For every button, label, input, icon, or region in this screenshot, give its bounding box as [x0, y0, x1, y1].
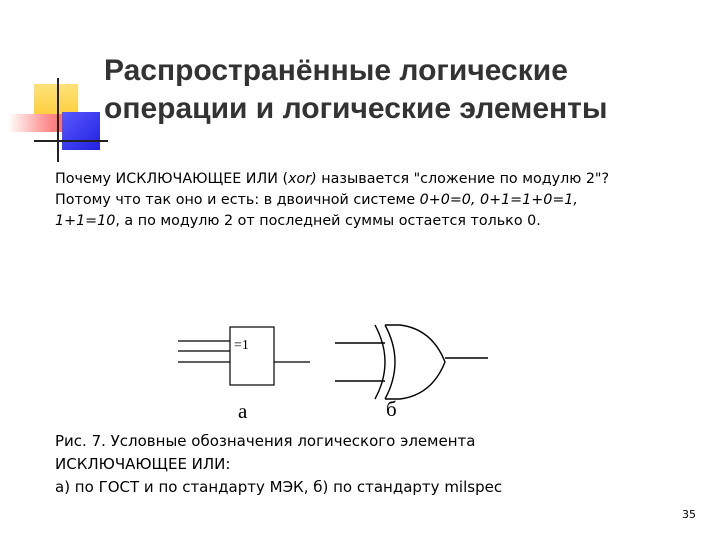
body-line-1-post: называется "сложение по модулю 2"?: [316, 171, 610, 187]
body-line-3-post: , а по модулю 2 от последней суммы остается только 0.: [115, 213, 541, 229]
deco-blue-square: [62, 112, 100, 150]
caption-line-1: Рис. 7. Условные обозначения логического элемента: [55, 432, 476, 450]
title-line-2: операции и логические элементы: [104, 92, 608, 125]
milspec-xor-symbol: [335, 325, 488, 399]
deco-yellow-square: [34, 84, 78, 116]
xor-gate-figure: [170, 315, 510, 430]
body-line-2-italic: 0+0=0, 0+1=1+0=1,: [419, 192, 578, 208]
body-paragraph: [55, 169, 705, 232]
body-line-3-italic: 1+1=10: [55, 213, 116, 229]
title-line-1: Распространённые логические: [104, 54, 568, 87]
caption-line-2: ИСКЛЮЧАЮЩЕЕ ИЛИ:: [55, 455, 231, 473]
figure-caption: [55, 430, 705, 499]
gost-label: =1: [234, 338, 249, 353]
slide-title: [104, 52, 704, 128]
body-line-1-italic: xor): [288, 171, 317, 187]
body-line-2-pre: Потому что так оно и есть: в двоичной системе: [55, 192, 420, 208]
decorative-squares: [0, 0, 110, 170]
body-line-1: [55, 169, 705, 190]
body-line-1-pre: Почему ИСКЛЮЧАЮЩЕЕ ИЛИ (: [55, 171, 289, 187]
figure-label-b: б: [386, 397, 397, 421]
gost-xor-symbol: [178, 327, 310, 385]
figure-label-a: а: [238, 399, 248, 423]
caption-line-3: а) по ГОСТ и по стандарту МЭК, б) по стандарту milspec: [55, 478, 503, 496]
body-line-3: [55, 211, 705, 232]
body-line-2: [55, 190, 705, 211]
page-number: 35: [682, 508, 696, 521]
